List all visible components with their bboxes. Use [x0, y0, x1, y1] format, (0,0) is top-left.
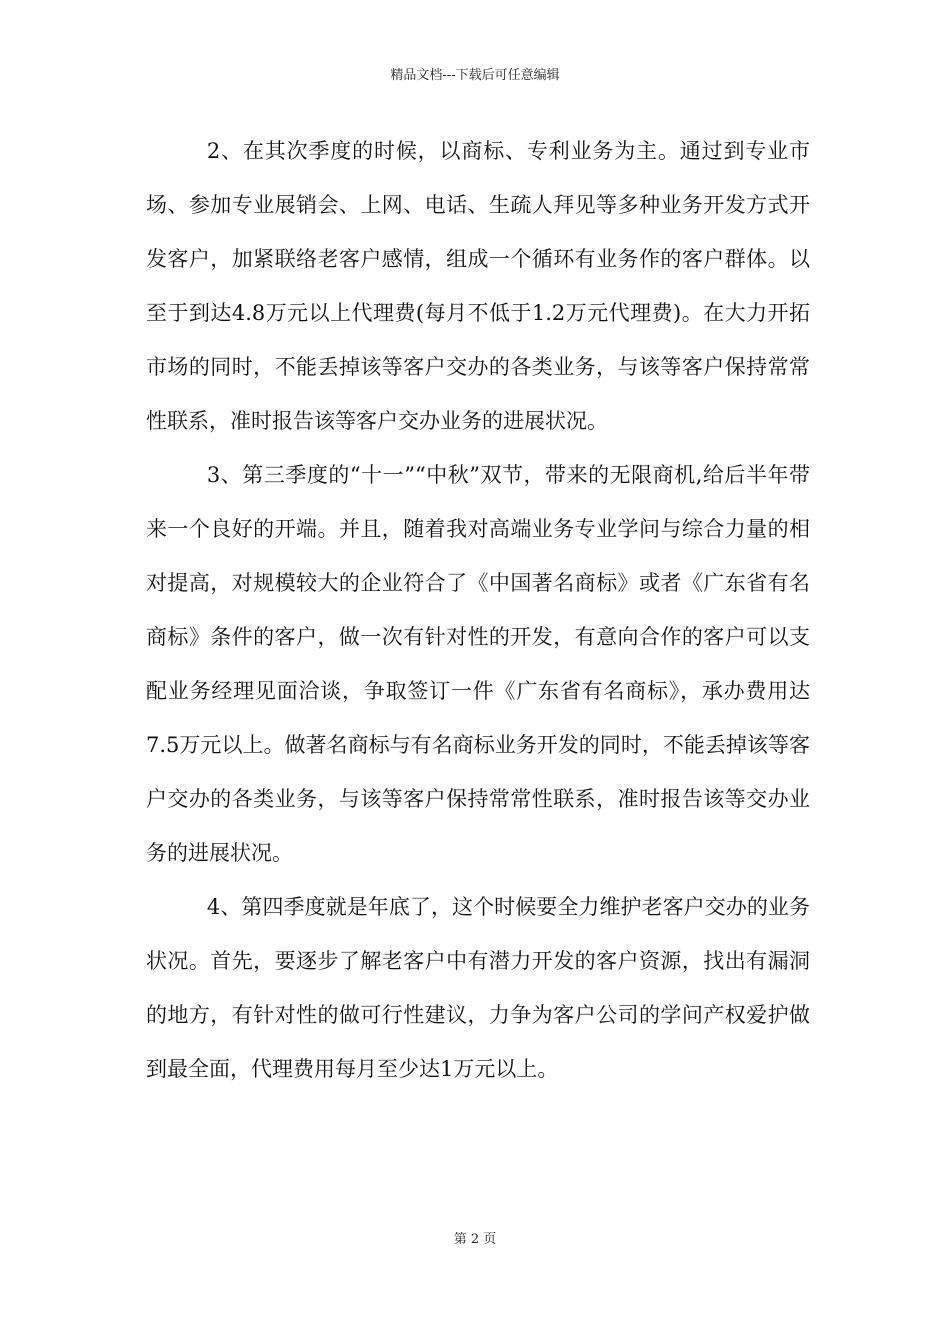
- paragraph-q4: 4、第四季度就是年底了，这个时候要全力维护老客户交办的业务状况。首先，要逐步了解老客户中有潜力开发的客户资源，找出有漏洞的地方，有针对性的做可行性建议，力争为客户公司的学问产权爱护做到最全面，代理费用每月至少达1万元以上。: [146, 895, 810, 1081]
- document-body: [146, 124, 810, 1096]
- page-number: 第 2 页: [453, 1232, 497, 1247]
- paragraph-q3: 3、第三季度的“十一”“中秋”双节，带来的无限商机,给后半年带来一个良好的开端。并且，随着我对高端业务专业学问与综合力量的相对提高，对规模较大的企业符合了《中国著名商标》或者《广东省有名商标》条件的客户，做一次有针对性的开发，有意向合作的客户可以支配业务经理见面洽谈，争取签订一件《广东省有名商标》，承办费用达7.5万元以上。做著名商标与有名商标业务开发的同时，不能丢掉该等客户交办的各类业务，与该等客户保持常常性联系，准时报告该等交办业务的进展状况。: [146, 463, 810, 865]
- paragraph-q2: 2、在其次季度的时候，以商标、专利业务为主。通过到专业市场、参加专业展销会、上网、电话、生疏人拜见等多种业务开发方式开发客户，加紧联络老客户感情，组成一个循环有业务作的客户群体。以至于到达4.8万元以上代理费(每月不低于1.2万元代理费)。在大力开拓市场的同时，不能丢掉该等客户交办的各类业务，与该等客户保持常常性联系，准时报告该等客户交办业务的进展状况。: [146, 139, 810, 433]
- page-header: 精品文档---下载后可任意编辑: [390, 68, 560, 83]
